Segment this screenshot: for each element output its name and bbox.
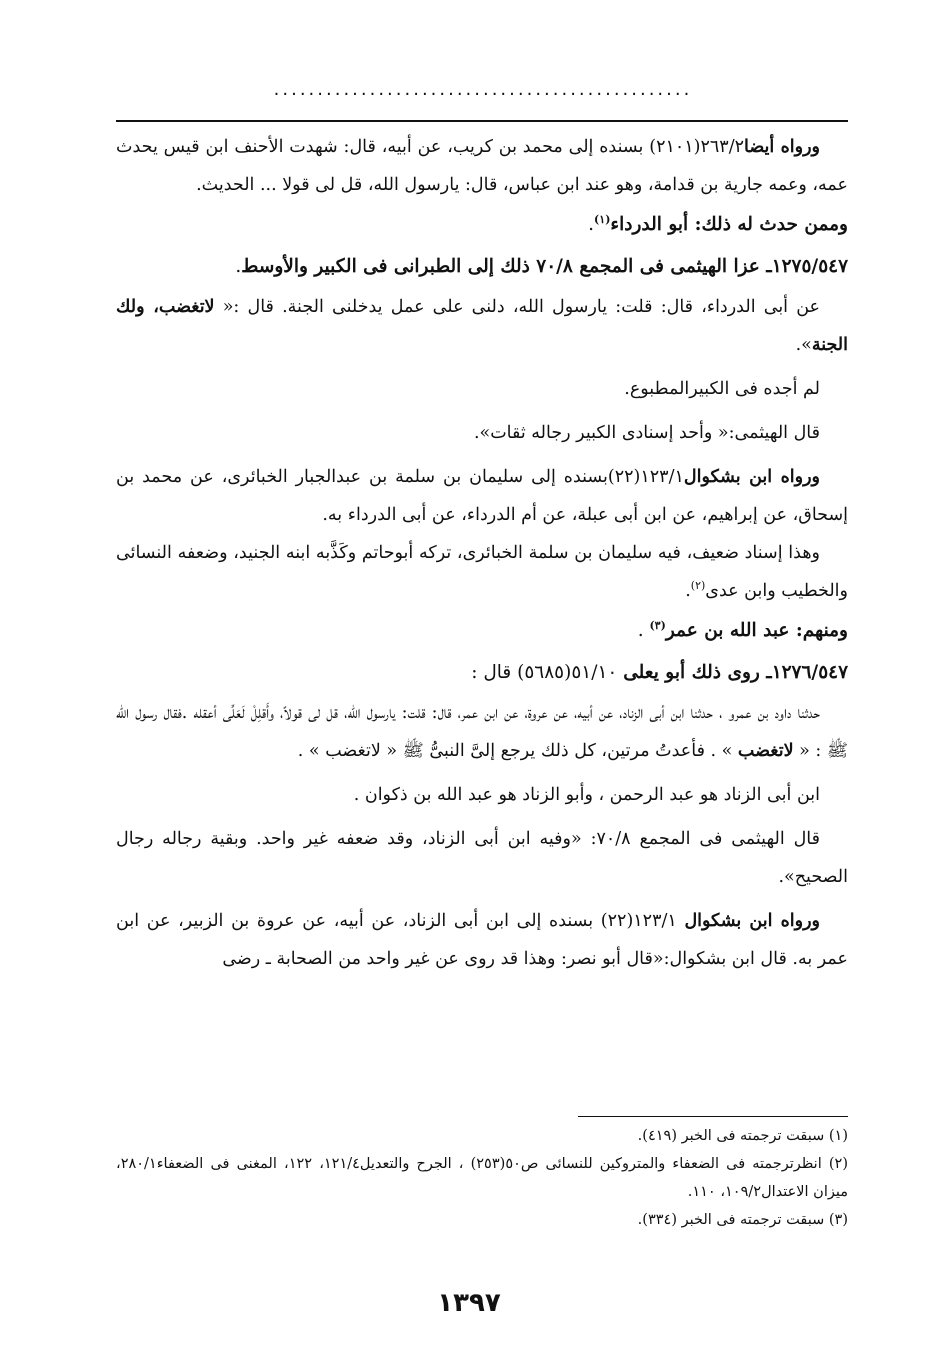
hadith-heading-1275 [116, 246, 848, 288]
paragraph-text: قال الهيثمى فى المجمع ٧٠/٨: «وفيه ابن أبى الزناد، وقد ضعفه غير واحد. وبقية رجاله رجال الصحيح». [116, 829, 848, 887]
lead-bold: ورواه أيضا [744, 137, 821, 157]
heading-end: . [235, 256, 242, 277]
footnote-ref-3: (٣) [649, 618, 666, 632]
header-dotted-rule: ................................................ [273, 80, 693, 100]
lead-bold: ومنهم: عبد الله بن عمر [665, 620, 848, 641]
paragraph-text: ١٢٣/١(٢٢) بسنده إلى ابن أبى الزناد، عن أبيه، عن عروة بن الزبير، عن ابن عمر به. قال ابن بشكوال:«قال أبو نصر: وهذا قد روى عن غير واحد من الصحابة ـ رضى [116, 911, 848, 969]
page-number: ١٣٩٧ [437, 1288, 501, 1318]
footnotes [116, 1122, 848, 1234]
paragraph-text: . [588, 214, 595, 235]
paragraph-note-3 [116, 776, 848, 814]
heading-end: ٥١/١٠(٥٦٨٥) قال : [471, 662, 624, 683]
paragraph-text-after: » . فأعدتُ مرتين، كل ذلك يرجع إلىَّ النبىُّ ﷺ « لاتغضب » . [297, 741, 738, 761]
lead-bold: وممن حدث له ذلك: أبو الدرداء [610, 214, 848, 235]
hadith-heading-1276 [116, 652, 848, 694]
paragraph-ibn-bashkuwal-1 [116, 458, 848, 534]
paragraph-hadith-text [116, 288, 848, 364]
footnote-ref-2: (٢) [690, 579, 706, 593]
paragraph-text: . [637, 620, 650, 641]
hadith-quote: لاتغضب [737, 741, 794, 761]
hadith-quote: لاتغضب، ولك الجنة [116, 297, 848, 355]
heading-text: ١٢٧٥/٥٤٧ـ عزا الهيثمى فى المجمع ٧٠/٨ ذلك إلى الطبرانى فى الكبير والأوسط [241, 256, 848, 277]
paragraph-text-after: . [685, 581, 691, 601]
footnote-3: (٣) سبقت ترجمته فى الخبر (٣٣٤). [637, 1212, 848, 1228]
header-rule [116, 120, 848, 122]
paragraph-text: ٢٦٣/٢(٢١٠١) بسنده إلى محمد بن كريب، عن أبيه، قال: شهدت الأحنف ابن قيس يحدث عمه، وعمه جارية بن قدامة، وهو عند ابن عباس، قال: يارسول الله، قل لى قولا ... الحديث. [116, 137, 848, 195]
paragraph-2 [116, 204, 848, 246]
paragraph-1 [116, 128, 848, 204]
paragraph-note-2 [116, 414, 848, 452]
footnote-rule [578, 1116, 848, 1117]
footnote-2: (٢) انظرترجمته فى الضعفاء والمتروكين للنسائى ص٥٠(٢٥٣) ، الجرح والتعديل١٢١/٤، ١٢٢، المغنى فى الضعفاء٢٨٠/١، ميزان الاعتدال١٠٩/٢، ١١٠. [116, 1156, 848, 1200]
paragraph-hadith-text-2 [116, 694, 848, 770]
paragraph-note-4 [116, 820, 848, 896]
paragraph-text: لم أجده فى الكبيرالمطبوع. [624, 379, 820, 399]
paragraph-text: حدثنا داود بن عمرو ، حدثنا ابن أبى الزناد، عن أبيه، عن عروة، عن ابن عمر، قال: قلت: يارسول الله، قل لى قولاً، وأَقلِلْ لَعَلِّى أعقله .فقال رسول الله ﷺ : « [116, 703, 848, 761]
footnote-1: (١) سبقت ترجمته فى الخبر (٤١٩). [637, 1128, 848, 1144]
paragraph-isnad-weak [116, 534, 848, 610]
lead-bold: ورواه ابن بشكوال [684, 911, 820, 931]
paragraph-text: وهذا إسناد ضعيف، فيه سليمان بن سلمة الخبائرى، تركه أبوحاتم وكَذَّبه ابنه الجنيد، وضعفه النسائى والخطيب وابن عدى [116, 543, 848, 601]
lead-bold: ورواه ابن بشكوال [683, 467, 820, 487]
main-text [116, 128, 848, 978]
paragraph-ibn-umar [116, 610, 848, 652]
paragraph-text: قال الهيثمى:« وأحد إسنادى الكبير رجاله ثقات». [473, 423, 820, 443]
paragraph-text: ١٢٣/١(٢٢)بسنده إلى سليمان بن سلمة بن عبدالجبار الخبائرى، عن محمد بن إسحاق، عن إبراهيم، عن ابن أبى عبلة، عن أم الدرداء، عن أبى الدرداء به. [116, 467, 848, 525]
paragraph-ibn-bashkuwal-2 [116, 902, 848, 978]
paragraph-note-1 [116, 370, 848, 408]
paragraph-text: ابن أبى الزناد هو عبد الرحمن ، وأبو الزناد هو عبد الله بن ذكوان . [353, 785, 820, 805]
paragraph-text-after: ». [795, 335, 812, 355]
paragraph-text: عن أبى الدرداء، قال: قلت: يارسول الله، دلنى على عمل يدخلنى الجنة. قال :« [214, 297, 820, 317]
footnote-ref-1: (١) [594, 212, 611, 226]
heading-text: ١٢٧٦/٥٤٧ـ روى ذلك أبو يعلى [623, 662, 848, 683]
